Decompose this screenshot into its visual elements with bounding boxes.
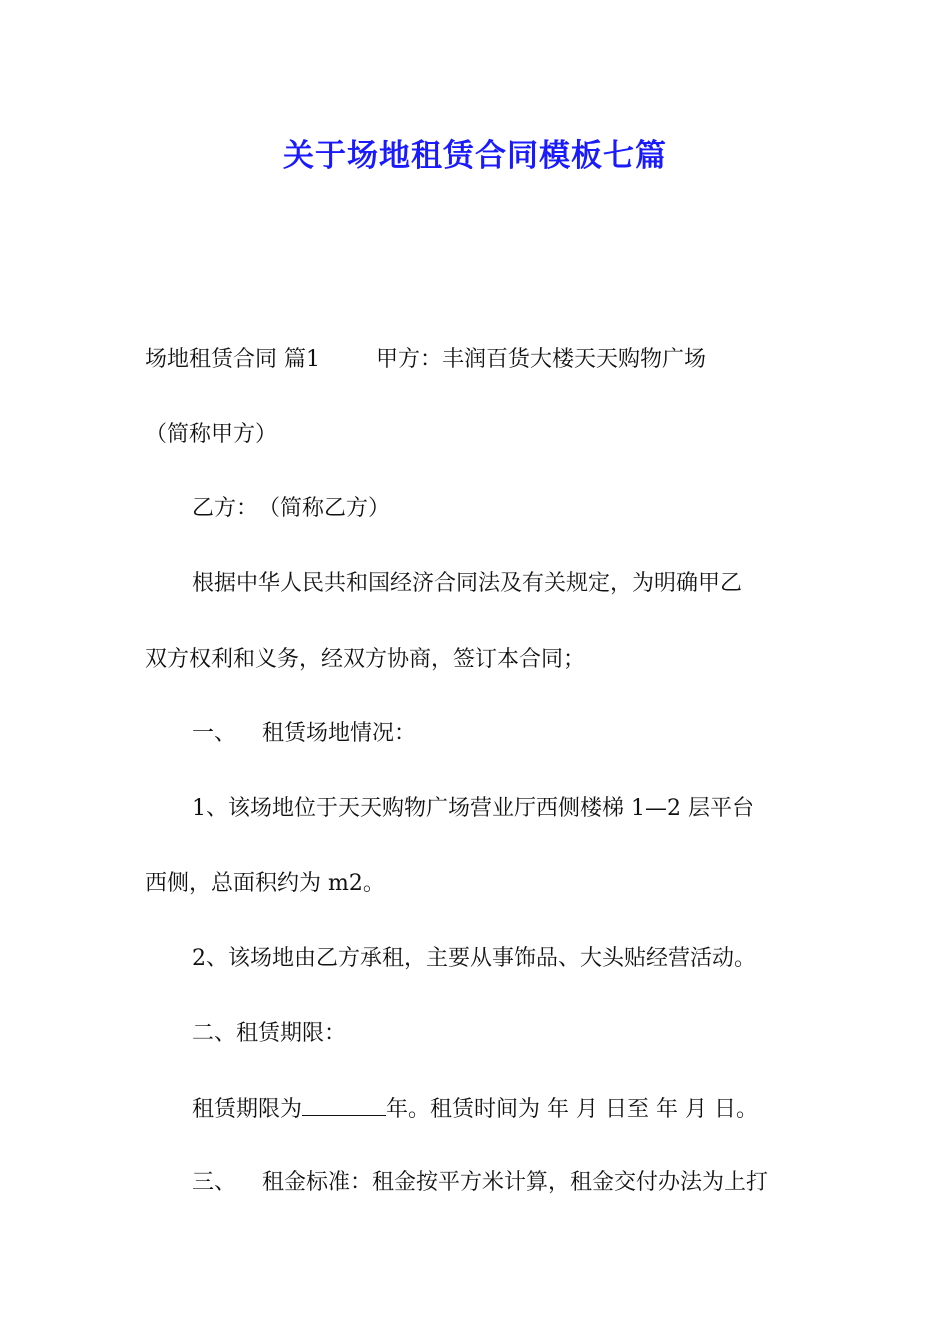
paragraph-line [192,1168,768,1198]
paragraph-line: 1、该场地位于天天购物广场营业厅西侧楼梯 1—2 层平台 [192,796,754,821]
clause-number: 三、 [192,1170,237,1195]
party-a-text: 甲方：丰润百货大楼天天购物广场 [376,347,707,372]
paragraph-line [192,1093,758,1125]
paragraph-line: 乙方： （简称乙方） [192,496,391,521]
paragraph-line: 西侧，总面积约为 m2。 [145,871,385,896]
lease-term-label: 租赁期限为 [192,1097,303,1122]
document-title: 关于场地租赁合同模板七篇 [283,138,667,174]
clause-text: 租金标准：租金按平方米计算，租金交付办法为上打 [262,1170,769,1195]
paragraph-line [145,345,706,375]
paragraph-line: （简称甲方） [145,422,278,447]
paragraph-line: 2、该场地由乙方承租，主要从事饰品、大头贴经营活动。 [192,946,756,971]
lease-term-text: 年。租赁时间为 年 月 日至 年 月 日。 [386,1097,758,1122]
section-heading: 场地租赁合同 篇1 [145,347,320,372]
clause-number: 一、 [192,721,237,746]
clause-title: 租赁场地情况： [262,721,417,746]
paragraph-line: 根据中华人民共和国经济合同法及有关规定，为明确甲乙 [192,571,743,596]
blank-field [302,1093,386,1116]
paragraph-line: 双方权利和义务，经双方协商，签订本合同； [145,647,586,672]
paragraph-line [192,719,416,749]
paragraph-line: 二、租赁期限： [192,1021,347,1046]
